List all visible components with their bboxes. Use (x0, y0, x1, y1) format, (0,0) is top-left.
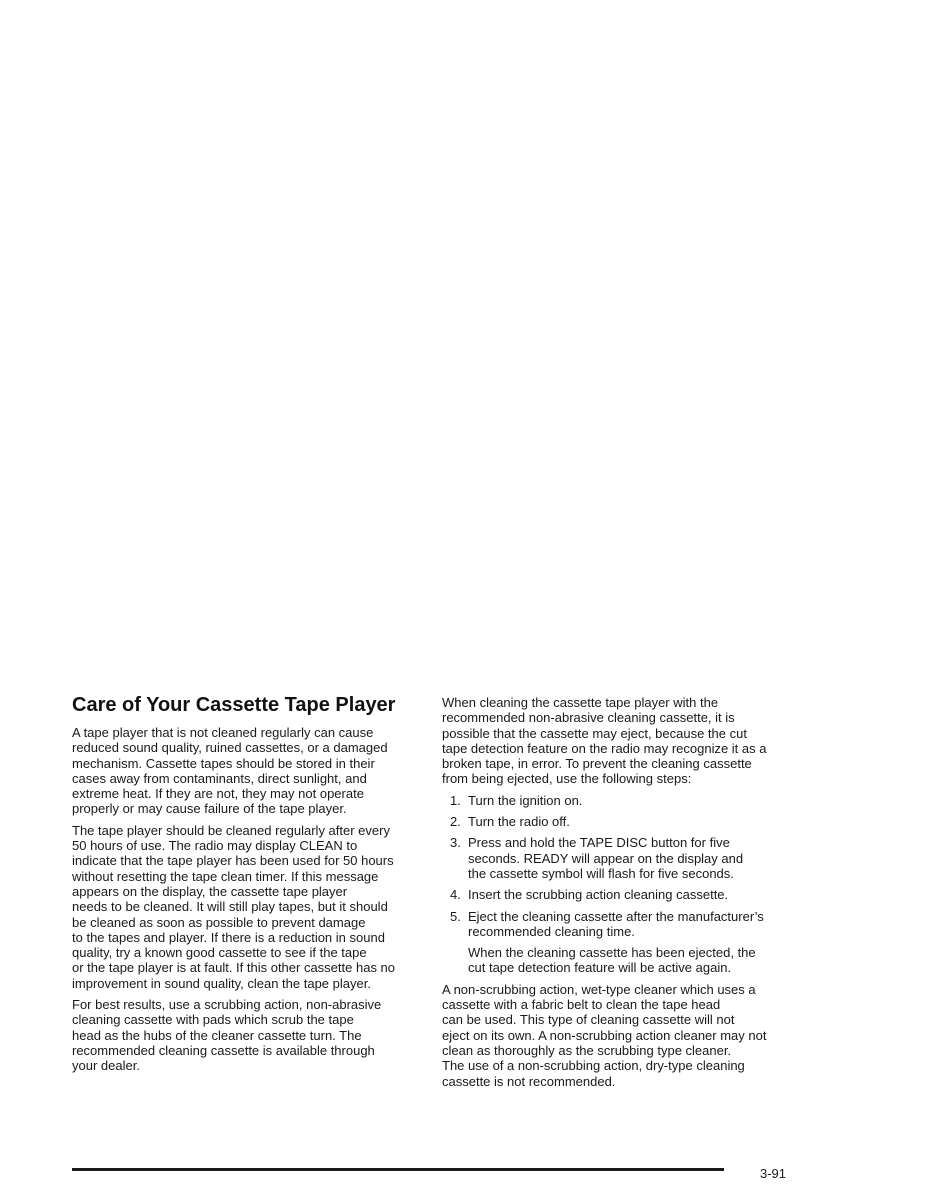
step-text: Turn the ignition on. (468, 792, 583, 808)
step-number: 3. (450, 835, 461, 851)
step-number: 1. (450, 792, 461, 808)
step-item (442, 887, 794, 902)
right-column (442, 695, 794, 1095)
step-item (442, 835, 794, 881)
step-item (442, 814, 794, 829)
step-number: 5. (450, 908, 461, 924)
paragraph-best-results: For best results, use a scrubbing action, non-abrasive cleaning cassette with pads which scrub the tape head as the hubs of the cleaner cassette turn. The recommended cleaning cassette is available through your dealer. (72, 997, 382, 1074)
step-text: Press and hold the TAPE DISC button for five seconds. READY will appear on the display and the cassette symbol will flash for five seconds. (468, 835, 744, 881)
step-item (442, 793, 794, 808)
left-column (72, 694, 422, 1080)
page-number: 3-91 (760, 1166, 787, 1181)
step-text: Insert the scrubbing action cleaning cassette. (468, 887, 729, 903)
paragraph-eject-warning: When cleaning the cassette tape player with the recommended non-abrasive cleaning cassette, it is possible that the cassette may eject, because the cut tape detection feature on the radio may recognize it as a broken tape, in error. To prevent the cleaning cassette from being ejected, use the following steps: (442, 695, 767, 787)
section-title: Care of Your Cassette Tape Player (72, 694, 396, 716)
paragraph-cleaning-importance: A tape player that is not cleaned regularly can cause reduced sound quality, ruined cassettes, or a damaged mechanism. Cassette tapes should be stored in their cases away from contaminants, direct sunlight, and extreme heat. If they are not, they may not operate properly or may cause failure of the tape player. (72, 725, 388, 817)
footer-rule (72, 1168, 724, 1171)
cleaning-steps-list (442, 793, 794, 939)
step-text: Eject the cleaning cassette after the manufacturer’s recommended cleaning time. (468, 908, 764, 939)
paragraph-cleaning-schedule: The tape player should be cleaned regularly after every 50 hours of use. The radio may display CLEAN to indicate that the tape player has been used for 50 hours without resetting the tape clean timer. If this message appears on the display, the cassette tape player needs to be cleaned. It will still play tapes, but it should be cleaned as soon as possible to prevent damage to the tapes and player. If there is a reduction in sound quality, try a known good cassette to see if the tape or the tape player is at fault. If this other cassette has no improvement in sound quality, clean the tape player. (72, 822, 396, 991)
paragraph-wet-type-cleaner: A non-scrubbing action, wet-type cleaner which uses a cassette with a fabric belt to clean the tape head can be used. This type of cleaning cassette will not eject on its own. A non-scrubbing action cleaner may not clean as thoroughly as the scrubbing type cleaner. The use of a non-scrubbing action, dry-type cleaning cassette is not recommended. (442, 981, 767, 1089)
step-note: When the cleaning cassette has been ejected, the cut tape detection feature will be active again. (468, 945, 756, 976)
step-number: 4. (450, 887, 461, 903)
step-number: 2. (450, 814, 461, 830)
step-text: Turn the radio off. (468, 814, 570, 830)
step-item (442, 909, 794, 940)
